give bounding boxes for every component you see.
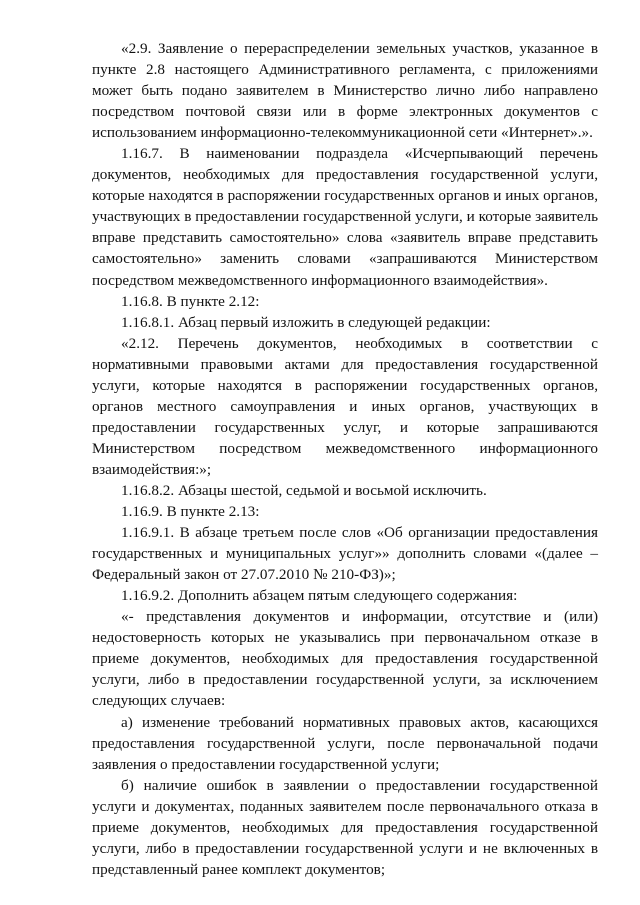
document-page bbox=[92, 38, 598, 880]
paragraph-2-9: «2.9. Заявление о перераспределении земельных участков, указанное в пункте 2.8 настоящего Административного регламента, с приложениями может быть подано заявителем в Министерство лично либо направлено посредством почтовой связи или в форме электронных документов с использованием информационно-телекоммуникационной сети «Интернет».». bbox=[92, 40, 598, 142]
paragraph-1-16-9: 1.16.9. В пункте 2.13: bbox=[121, 503, 260, 521]
paragraph-1-16-7: 1.16.7. В наименовании подраздела «Исчерпывающий перечень документов, необходимых для предоставления государственной услуги, которые находятся в распоряжении государственных органов и иных органов, участвующих в предоставлении государственной услуги, и которые заявитель вправе представить самостоятельно» слова «заявитель вправе представить самостоятельно» заменить словами «запрашиваются Министерством посредством межведомственного информационного взаимодействия». bbox=[92, 145, 598, 289]
paragraph-1-16-8: 1.16.8. В пункте 2.12: bbox=[121, 292, 260, 310]
paragraph-quote-representation: «- представления документов и информации, отсутствие и (или) недостоверность которых не указывались при первоначальном отказе в приеме документов, необходимых для предоставления государственной услуги, либо в предоставлении государственной услуги, за исключением следующих случаев: bbox=[92, 608, 598, 710]
paragraph-1-16-8-2: 1.16.8.2. Абзацы шестой, седьмой и восьмой исключить. bbox=[121, 481, 487, 499]
paragraph-1-16-8-1: 1.16.8.1. Абзац первый изложить в следующей редакции: bbox=[121, 313, 491, 331]
paragraph-item-a: а) изменение требований нормативных правовых актов, касающихся предоставления государственной услуги, после первоначальной подачи заявления о предоставлении государственной услуги; bbox=[92, 713, 598, 773]
paragraph-1-16-9-2: 1.16.9.2. Дополнить абзацем пятым следующего содержания: bbox=[121, 587, 518, 605]
paragraph-2-12: «2.12. Перечень документов, необходимых в соответствии с нормативными правовыми актами для предоставления государственной услуги, которые находятся в распоряжении государственных органов, органов местного самоуправления и иных органов, участвующих в предоставлении государственных услуг, и которые запрашиваются Министерством посредством межведомственного информационного взаимодействия:»; bbox=[92, 334, 598, 478]
paragraph-item-b: б) наличие ошибок в заявлении о предоставлении государственной услуги и документах, поданных заявителем после первоначального отказа в приеме документов, необходимых для предоставления государственной услуги, либо в предоставлении государственной услуги и не включенных в представленный ранее комплект документов; bbox=[92, 776, 598, 878]
paragraph-1-16-9-1: 1.16.9.1. В абзаце третьем после слов «Об организации предоставления государственных и муниципальных услуг»» дополнить словами «(далее – Федеральный закон от 27.07.2010 № 210-ФЗ)»; bbox=[92, 524, 598, 584]
